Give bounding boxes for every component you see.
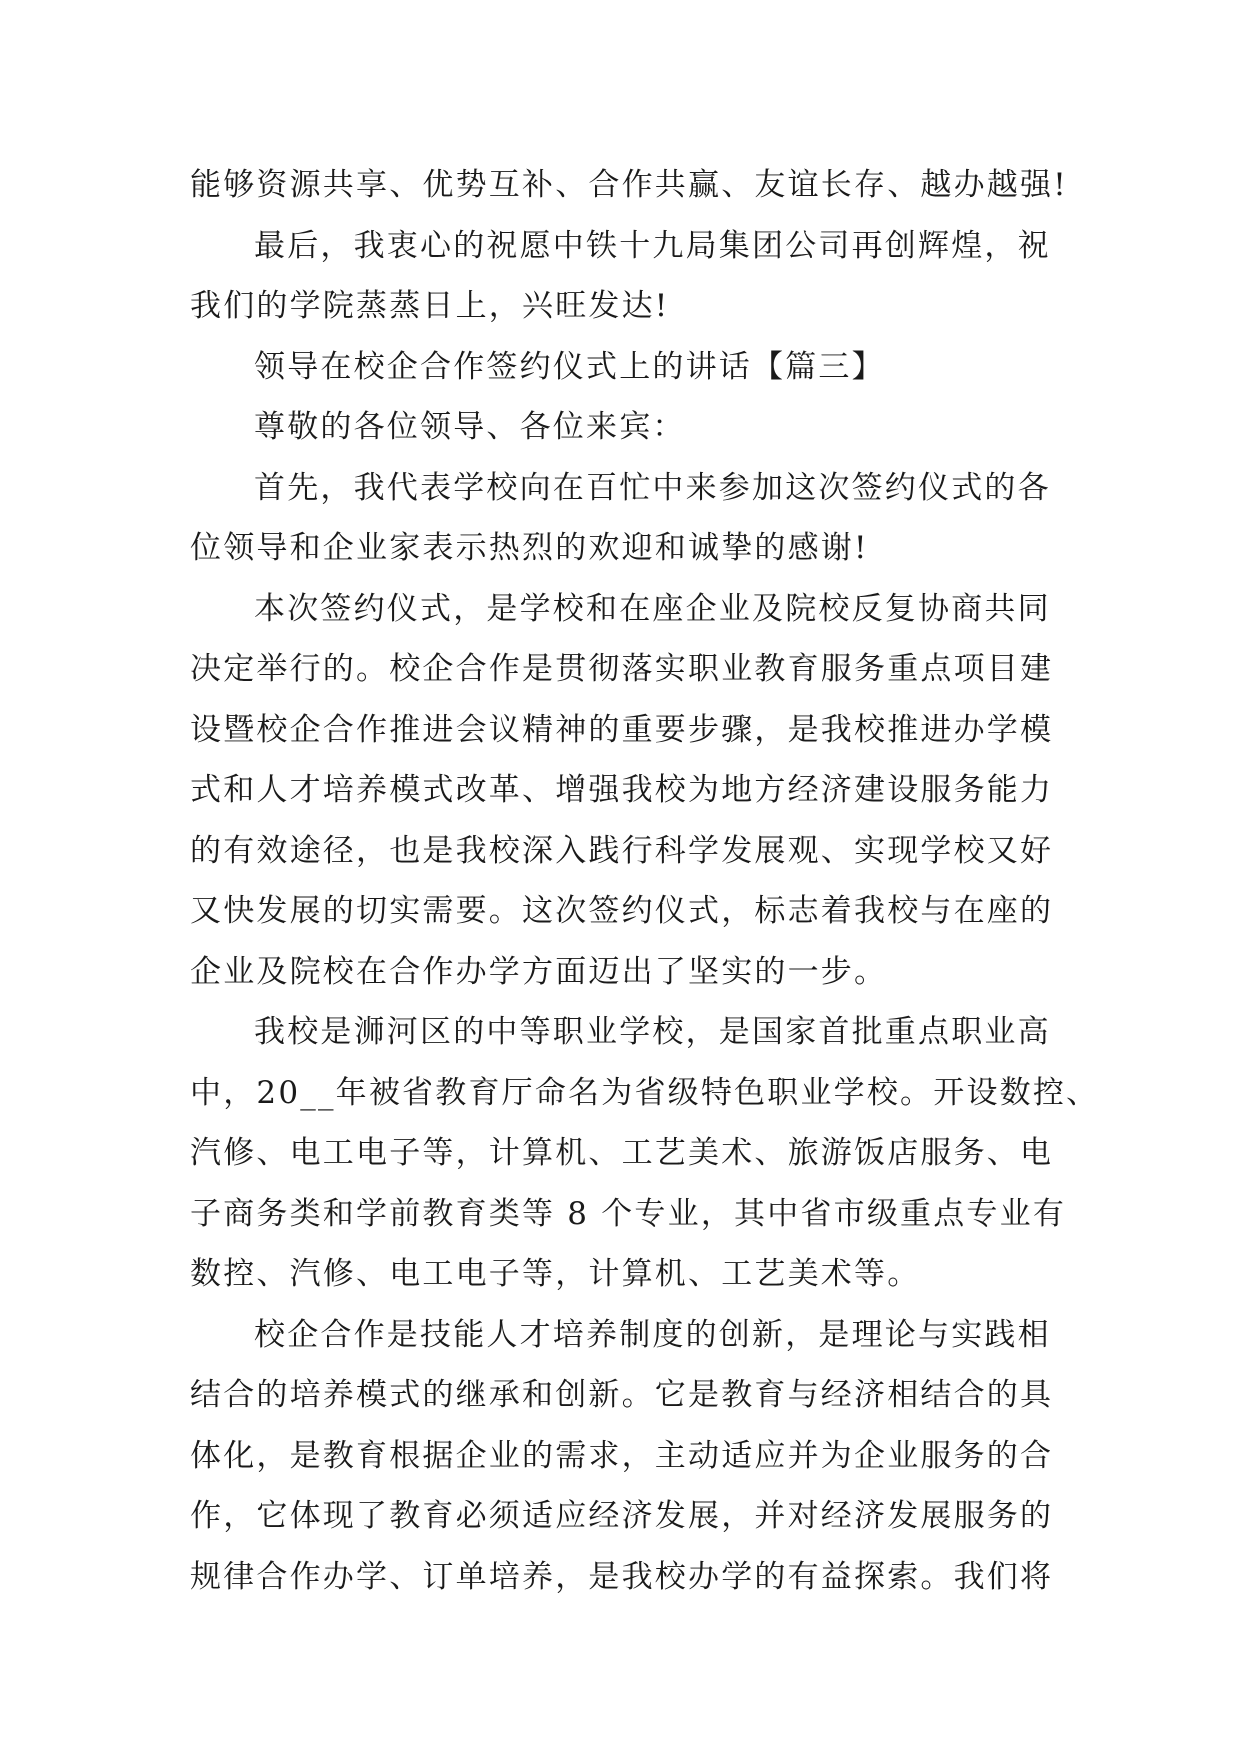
text-line: 规律合作办学、订单培养，是我校办学的有益探索。我们将 <box>190 1558 1054 1595</box>
text-line: 数控、汽修、电工电子等，计算机、工艺美术等。 <box>190 1256 921 1292</box>
salutation: 尊敬的各位领导、各位来宾： <box>254 409 686 445</box>
text-line: 设暨校企合作推进会议精神的重要步骤，是我校推进办学模 <box>190 711 1054 748</box>
text-line: 企业及院校在合作办学方面迈出了坚实的一步。 <box>190 953 888 990</box>
text-line: 中，20__年被省教育厅命名为省级特色职业学校。开设数控、 <box>190 1074 1100 1111</box>
text-line: 最后，我衷心的祝愿中铁十九局集团公司再创辉煌，祝 <box>254 227 1051 264</box>
text-line: 我们的学院蒸蒸日上，兴旺发达! <box>190 288 670 324</box>
text-line: 我校是浉河区的中等职业学校，是国家首批重点职业高 <box>254 1014 1051 1050</box>
text-line: 能够资源共享、优势互补、合作共赢、友谊长存、越办越强! <box>190 167 1068 203</box>
text-line: 决定举行的。校企合作是贯彻落实职业教育服务重点项目建 <box>190 651 1054 687</box>
document-page <box>190 155 1100 1607</box>
text-line: 首先，我代表学校向在百忙中来参加这次签约仪式的各 <box>254 469 1051 506</box>
section-heading: 领导在校企合作签约仪式上的讲话【篇三】 <box>254 348 885 385</box>
text-line: 结合的培养模式的继承和创新。它是教育与经济相结合的具 <box>190 1377 1054 1413</box>
text-line: 位领导和企业家表示热烈的欢迎和诚挚的感谢! <box>190 530 869 566</box>
text-line: 子商务类和学前教育类等 8 个专业，其中省市级重点专业有 <box>190 1195 1067 1232</box>
text-line: 的有效途径，也是我校深入践行科学发展观、实现学校又好 <box>190 832 1054 869</box>
text-line: 汽修、电工电子等，计算机、工艺美术、旅游饭店服务、电 <box>190 1135 1054 1171</box>
text-line: 体化，是教育根据企业的需求，主动适应并为企业服务的合 <box>190 1437 1054 1474</box>
text-line: 校企合作是技能人才培养制度的创新，是理论与实践相 <box>254 1316 1051 1353</box>
text-line: 式和人才培养模式改革、增强我校为地方经济建设服务能力 <box>190 772 1054 808</box>
text-line: 又快发展的切实需要。这次签约仪式，标志着我校与在座的 <box>190 893 1054 929</box>
text-line: 作，它体现了教育必须适应经济发展，并对经济发展服务的 <box>190 1498 1054 1534</box>
text-line: 本次签约仪式，是学校和在座企业及院校反复协商共同 <box>254 590 1051 627</box>
